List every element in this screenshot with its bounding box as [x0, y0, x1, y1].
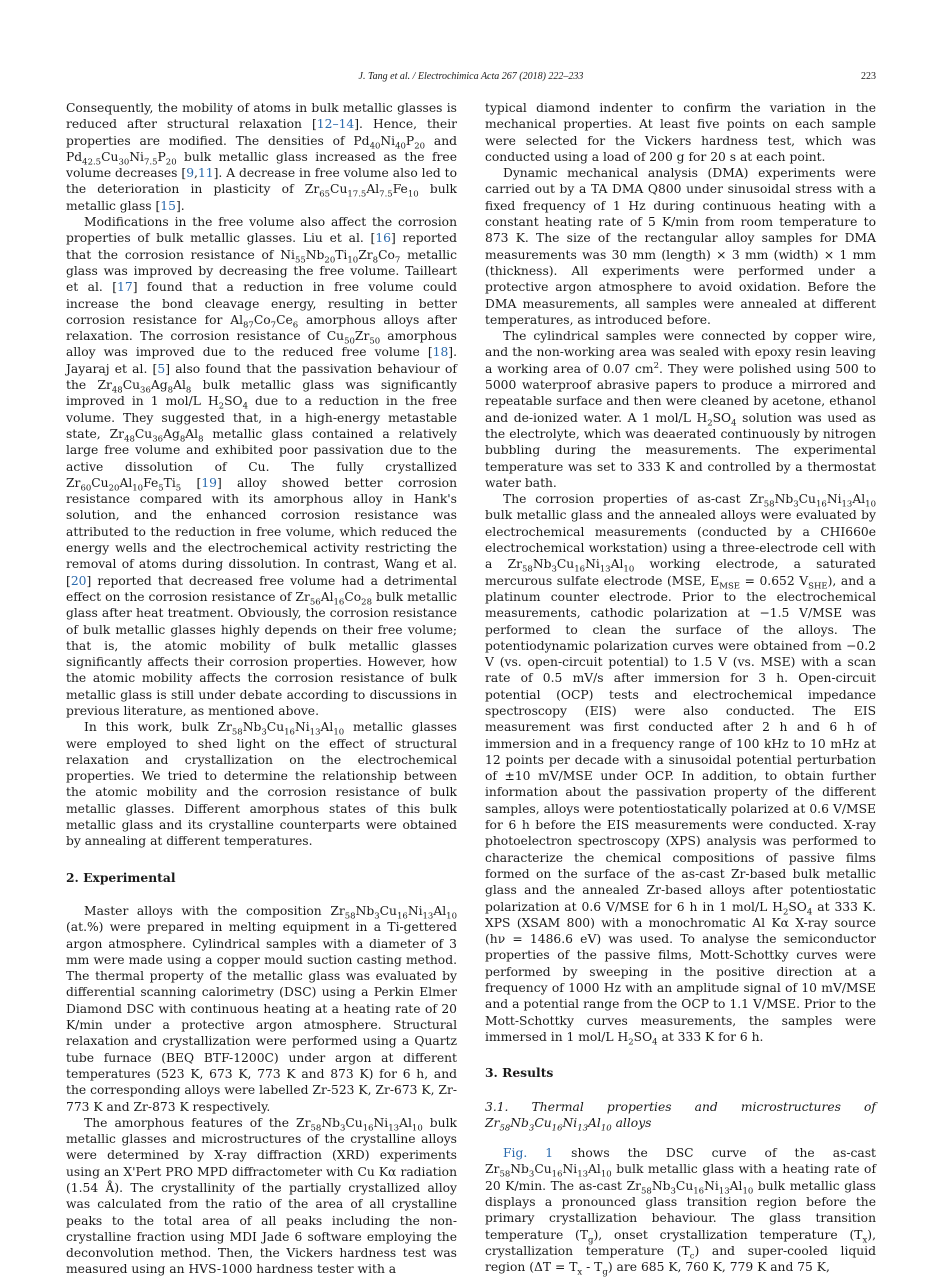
- citation-link[interactable]: 11: [197, 166, 214, 181]
- subsection-heading-thermal: 3.1. Thermal properties and microstructures of $Zr_{58}Nb_3Cu_{16}Ni_{13}Al_{10}$ alloys: [485, 1099, 876, 1134]
- right-column: [485, 100, 877, 1278]
- citation-link[interactable]: 18: [432, 345, 449, 360]
- paragraph-master-alloys: Master alloys with the composition $Zr_{58}Nb_3Cu_{16}Ni_{13}Al_{10}$ (at.%) were prepared in melting equipment in a Ti-gettered argon atmosphere. Cylindrical samples with a diameter of 3 mm were made using a copper mould suction casting method. The thermal property of the metallic glass was evaluated by differential scanning calorimetry (DSC) using a Perkin Elmer Diamond DSC with continuous heating at a heating rate of 20 K/min under a protective argon atmosphere. Structural relaxation and crystallization were performed using a Quartz tube furnace (BEQ BTF-1200C) under argon at different temperatures (523 K, 673 K, 773 K and 873 K) for 6 h, and the corresponding alloys were labelled Zr-523 K, Zr-673 K, Zr-773 K and Zr-873 K respectively.: [66, 903, 457, 1114]
- figure-link[interactable]: Fig. 1: [503, 1146, 554, 1161]
- paragraph-vickers: typical diamond indenter to confirm the variation in the mechanical properties. At least five points on each sample were selected for the Vickers hardness test, which was conducted using a load of 200 g for 20 s at each point.: [485, 101, 876, 164]
- citation-link[interactable]: 17: [117, 280, 133, 295]
- citation-link[interactable]: 9: [186, 166, 195, 181]
- paragraph-corrosion-literature: Modifications in the free volume also affect the corrosion properties of bulk metallic glasses. Liu et al. [16] reported that the corrosion resistance of $Ni_{55}Nb_{20}Ti_{10}Zr_8Co_7$ metallic glass was improved by decreasing the free volume. Tailleart et al. [17] found that a reduction in free volume could increase the bond cleavage energy, resulting in better corrosion resistance for $Al_{87}Co_7Ce_6$ amorphous alloys after relaxation. The corrosion resistance of $Cu_{50}Zr_{50}$ amorphous alloy was improved due to the reduced free volume [18]. Jayaraj et al. [5] also found that the passivation behaviour of the $Zr_{48}Cu_{36}Ag_8Al_8$ bulk metallic glass was significantly improved in 1 mol/L $H_2SO_4$ due to a reduction in the free volume. They suggested that, in a high-energy metastable state, $Zr_{48}Cu_{36}Ag_8Al_8$ metallic glass contained a relatively large free volume and exhibited poor passivation due to the active dissolution of Cu. The fully crystallized $Zr_{60}Cu_{20}Al_{10}Fe_5Ti_5$ [19] alloy showed better corrosion resistance compared with its amorphous alloy in Hank's solution, and the enhanced corrosion resistance was attributed to the reduction in free volume, which reduced the energy wells and the electrochemical activity restricting the removal of atoms during dissolution. In contrast, Wang et al. [20] reported that decreased free volume had a detrimental effect on the corrosion resistance of $Zr_{56}Al_{16}Co_{28}$ bulk metallic glass after heat treatment. Obviously, the corrosion resistance of bulk metallic glasses highly depends on their free volume; that is, the atomic mobility of bulk metallic glasses significantly affects their corrosion properties. However, how the atomic mobility affects the corrosion resistance of bulk metallic glass is still under debate according to discussions in previous literature, as mentioned above.: [66, 215, 457, 718]
- citation-link[interactable]: 19: [201, 475, 217, 490]
- section-heading-experimental: 2. Experimental: [66, 869, 176, 885]
- left-column: [66, 100, 457, 1278]
- paragraph-samples-preparation: The cylindrical samples were connected by copper wire, and the non-working area was sealed with epoxy resin leaving a working area of 0.07 $cm^2$. They were polished using 500 to 5000 waterproof abrasive papers to produce a mirrored and repeatable surface and then were cleaned by acetone, ethanol and de-ionized water. A 1 mol/L $H_2SO_4$ solution was used as the electrolyte, which was deaerated continuously by nitrogen bubbling during the measurements. The experimental temperature was set to 333 K and controlled by a thermostat water bath.: [485, 329, 876, 490]
- paragraph-dma: Dynamic mechanical analysis (DMA) experiments were carried out by a TA DMA Q800 under sinusoidal stress with a fixed frequency of 1 Hz during continuous heating with a constant heating rate of 5 K/min from room temperature to 873 K. The size of the rectangular alloy samples for DMA measurements was 30 mm (length) × 3 mm (width) × 1 mm (thickness). All experiments were performed under a protective argon atmosphere to avoid oxidation. Before the DMA measurements, all samples were annealed at different temperatures, as introduced before.: [485, 166, 876, 327]
- running-head: [66, 71, 876, 87]
- page-number: 223: [861, 71, 876, 82]
- citation-link[interactable]: 16: [375, 231, 392, 246]
- paragraph-electrochemical-methods: The corrosion properties of as-cast $Zr_{58}Nb_3Cu_{16}Ni_{13}Al_{10}$ bulk metallic glass and the annealed alloys were evaluated by electrochemical measurements (conducted by a CHI660e electrochemical workstation) using a three-electrode cell with a $Zr_{58}Nb_3Cu_{16}Ni_{13}Al_{10}$ working electrode, a saturated mercurous sulfate electrode (MSE, $E_{MSE} = 0.652$ $V_{SHE}$), and a platinum counter electrode. Prior to the electrochemical measurements, cathodic polarization at −1.5 V/MSE was performed to clean the surface of the alloys. The potentiodynamic polarization curves were obtained from −0.2 V (vs. open-circuit potential) to 1.5 V (vs. MSE) with a scan rate of 0.5 mV/s after immersion for 3 h. Open-circuit potential (OCP) tests and electrochemical impedance spectroscopy (EIS) were also conducted. The EIS measurement was first conducted after 2 h and 6 h of immersion and in a frequency range of 100 kHz to 10 mHz at 12 points per decade with a sinusoidal potential perturbation of ±10 mV/MSE under OCP. In addition, to obtain further information about the passivation property of the different samples, alloys were potentiostatically polarized at 0.6 V/MSE for 6 h before the EIS measurements were conducted. X-ray photoelectron spectroscopy (XPS) analysis was performed to characterize the chemical compositions of passive films formed on the surface of the as-cast Zr-based bulk metallic glass and the annealed Zr-based alloys after potentiostatic polarization at 0.6 V/MSE for 6 h in 1 mol/L $H_2SO_4$ at 333 K. XPS (XSAM 800) with a monochromatic Al Kα X-ray source (hν = 1486.6 eV) was used. To analyse the semiconductor properties of the passive films, Mott-Schottky curves were performed by sweeping in the positive direction at a frequency of 1000 Hz with an amplitude signal of 10 mV/MSE and a potential range from the OCP to 1.1 V/MSE. Prior to the Mott-Schottky curves measurements, the samples were immersed in 1 mol/L $H_2SO_4$ at 333 K for 6 h.: [485, 492, 876, 1048]
- section-heading-results: 3. Results: [485, 1065, 554, 1081]
- paragraph-dsc-results: Fig. 1 shows the DSC curve of the as-cast $Zr_{58}Nb_3Cu_{16}Ni_{13}Al_{10}$ bulk metallic glass with a heating rate of 20 K/min. The as-cast $Zr_{58}Nb_3Cu_{16}Ni_{13}Al_{10}$ bulk metallic glass displays a pronounced glass transition region before the primary crystallization behaviour. The glass transition temperature $(T_g)$, onset crystallization temperature $(T_x)$, crystallization temperature $(T_c)$ and super-cooled liquid region $(\Delta T = T_x - T_g)$ are 685 K, 760 K, 779 K and 75 K,: [485, 1146, 877, 1278]
- journal-citation: J. Tang et al. / Electrochimica Acta 267 (2018) 222–233: [358, 71, 584, 82]
- paragraph-xrd: The amorphous features of the $Zr_{58}Nb_3Cu_{16}Ni_{13}Al_{10}$ bulk metallic glasses and microstructures of the crystalline alloys were determined by X-ray diffraction (XRD) experiments using an X'Pert PRO MPD diffractometer with Cu Kα radiation (1.54 Å). The crystallinity of the partially crystallized alloy was calculated from the ratio of the area of all crystalline peaks to the total area of all peaks including the non-crystalline fraction using MDI Jade 6 software employing the deconvolution method. Then, the Vickers hardness test was measured using an HVS-1000 hardness tester with a: [66, 1115, 457, 1277]
- paragraph-free-volume-density: Consequently, the mobility of atoms in bulk metallic glasses is reduced after structural relaxation [12–14]. Hence, their properties are modified. The densities of $Pd_{40}Ni_{40}P_{20}$ and $Pd_{42.5}Cu_{30}Ni_{7.5}P_{20}$ bulk metallic glass increased as the free volume decreases [9,11]. A decrease in free volume also led to the deterioration in plasticity of $Zr_{65}Cu_{17.5}Al_{7.5}Fe_{10}$ bulk metallic glass [15].: [66, 101, 457, 213]
- citation-link[interactable]: 20: [70, 573, 87, 588]
- citation-link[interactable]: 5: [157, 361, 166, 376]
- paragraph-this-work: In this work, bulk $Zr_{58}Nb_3Cu_{16}Ni_{13}Al_{10}$ metallic glasses were employed to shed light on the effect of structural relaxation and crystallization on the electrochemical properties. We tried to determine the relationship between the atomic mobility and the corrosion resistance of bulk metallic glasses. Different amorphous states of this bulk metallic glass and its crystalline counterparts were obtained by annealing at different temperatures.: [66, 720, 457, 849]
- citation-link[interactable]: 15: [160, 198, 176, 213]
- citation-link[interactable]: 12–14: [316, 117, 355, 132]
